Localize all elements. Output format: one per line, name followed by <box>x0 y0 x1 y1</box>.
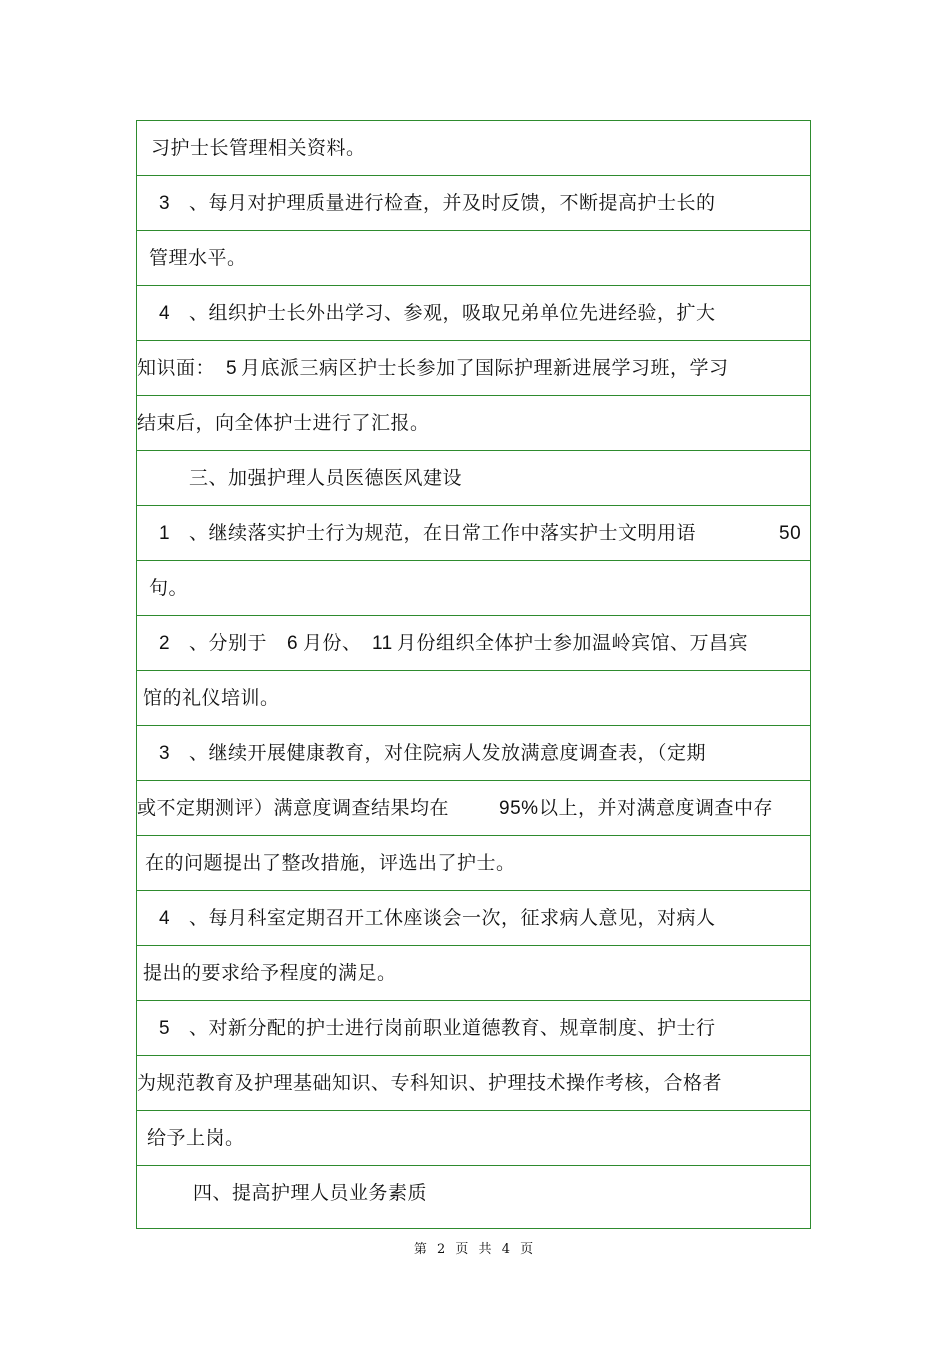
text-line <box>137 231 810 286</box>
line-text: 、组织护士长外出学习、参观，吸取兄弟单位先进经验，扩大 <box>189 302 716 324</box>
line-text: 或不定期测评）满意度调查结果均在 <box>137 797 450 819</box>
item-number: 4 <box>159 908 171 929</box>
text-line <box>137 671 810 726</box>
text-line <box>137 396 810 451</box>
text-line <box>137 341 810 396</box>
page-footer: 第 2 页 共 4 页 <box>413 1242 537 1257</box>
line-text: 在的问题提出了整改措施，评选出了护士。 <box>145 852 516 874</box>
line-text: 提出的要求给予程度的满足。 <box>143 962 397 984</box>
inline-number: 5 <box>226 358 238 379</box>
inline-number: 11 <box>372 633 393 654</box>
line-text: 、每月对护理质量进行检查，并及时反馈，不断提高护士长的 <box>189 192 716 214</box>
item-number: 4 <box>159 303 171 324</box>
text-line <box>137 1111 810 1166</box>
line-text: 、继续落实护士行为规范，在日常工作中落实护士文明用语 <box>189 522 697 544</box>
line-text: 、分别于 <box>189 632 268 654</box>
inline-number: 95% <box>499 798 539 819</box>
line-text: 、继续开展健康教育，对住院病人发放满意度调查表，（定期 <box>189 742 707 764</box>
text-line <box>137 1001 810 1056</box>
line-text: 月份、 <box>303 632 362 654</box>
section-heading <box>137 1166 810 1221</box>
line-text: 管理水平。 <box>149 247 247 269</box>
item-number: 2 <box>159 633 171 654</box>
text-line <box>137 616 810 671</box>
text-line <box>137 726 810 781</box>
text-line <box>137 946 810 1001</box>
text-line <box>137 781 810 836</box>
line-text: 句。 <box>149 577 189 599</box>
line-text: 馆的礼仪培训。 <box>143 687 280 709</box>
text-line <box>137 176 810 231</box>
line-text: 月份组织全体护士参加温岭宾馆、万昌宾 <box>397 632 749 654</box>
line-text: 结束后，向全体护士进行了汇报。 <box>137 412 430 434</box>
line-text: 以上，并对满意度调查中存 <box>539 797 774 819</box>
item-number: 3 <box>159 193 171 214</box>
section-title: 四、提高护理人员业务素质 <box>193 1182 428 1204</box>
line-text: 、对新分配的护士进行岗前职业道德教育、规章制度、护士行 <box>189 1017 716 1039</box>
line-text: 知识面： <box>137 357 216 379</box>
text-line <box>137 891 810 946</box>
text-line <box>137 561 810 616</box>
section-heading <box>137 451 810 506</box>
item-number: 1 <box>159 523 171 544</box>
line-text: 为规范教育及护理基础知识、专科知识、护理技术操作考核，合格者 <box>137 1072 723 1094</box>
section-title: 三、加强护理人员医德医风建设 <box>189 467 463 489</box>
inline-number: 6 <box>287 633 299 654</box>
text-line <box>137 506 810 561</box>
item-number: 3 <box>159 743 171 764</box>
line-text: 习护士长管理相关资料。 <box>151 137 366 159</box>
text-line <box>137 1056 810 1111</box>
line-text: 月底派三病区护士长参加了国际护理新进展学习班，学习 <box>241 357 729 379</box>
text-line <box>137 286 810 341</box>
document-frame <box>136 120 811 1229</box>
line-text: 、每月科室定期召开工休座谈会一次，征求病人意见，对病人 <box>189 907 716 929</box>
inline-number: 50 <box>779 523 802 544</box>
text-line <box>137 121 810 176</box>
item-number: 5 <box>159 1018 171 1039</box>
text-line <box>137 836 810 891</box>
line-text: 给予上岗。 <box>147 1127 245 1149</box>
